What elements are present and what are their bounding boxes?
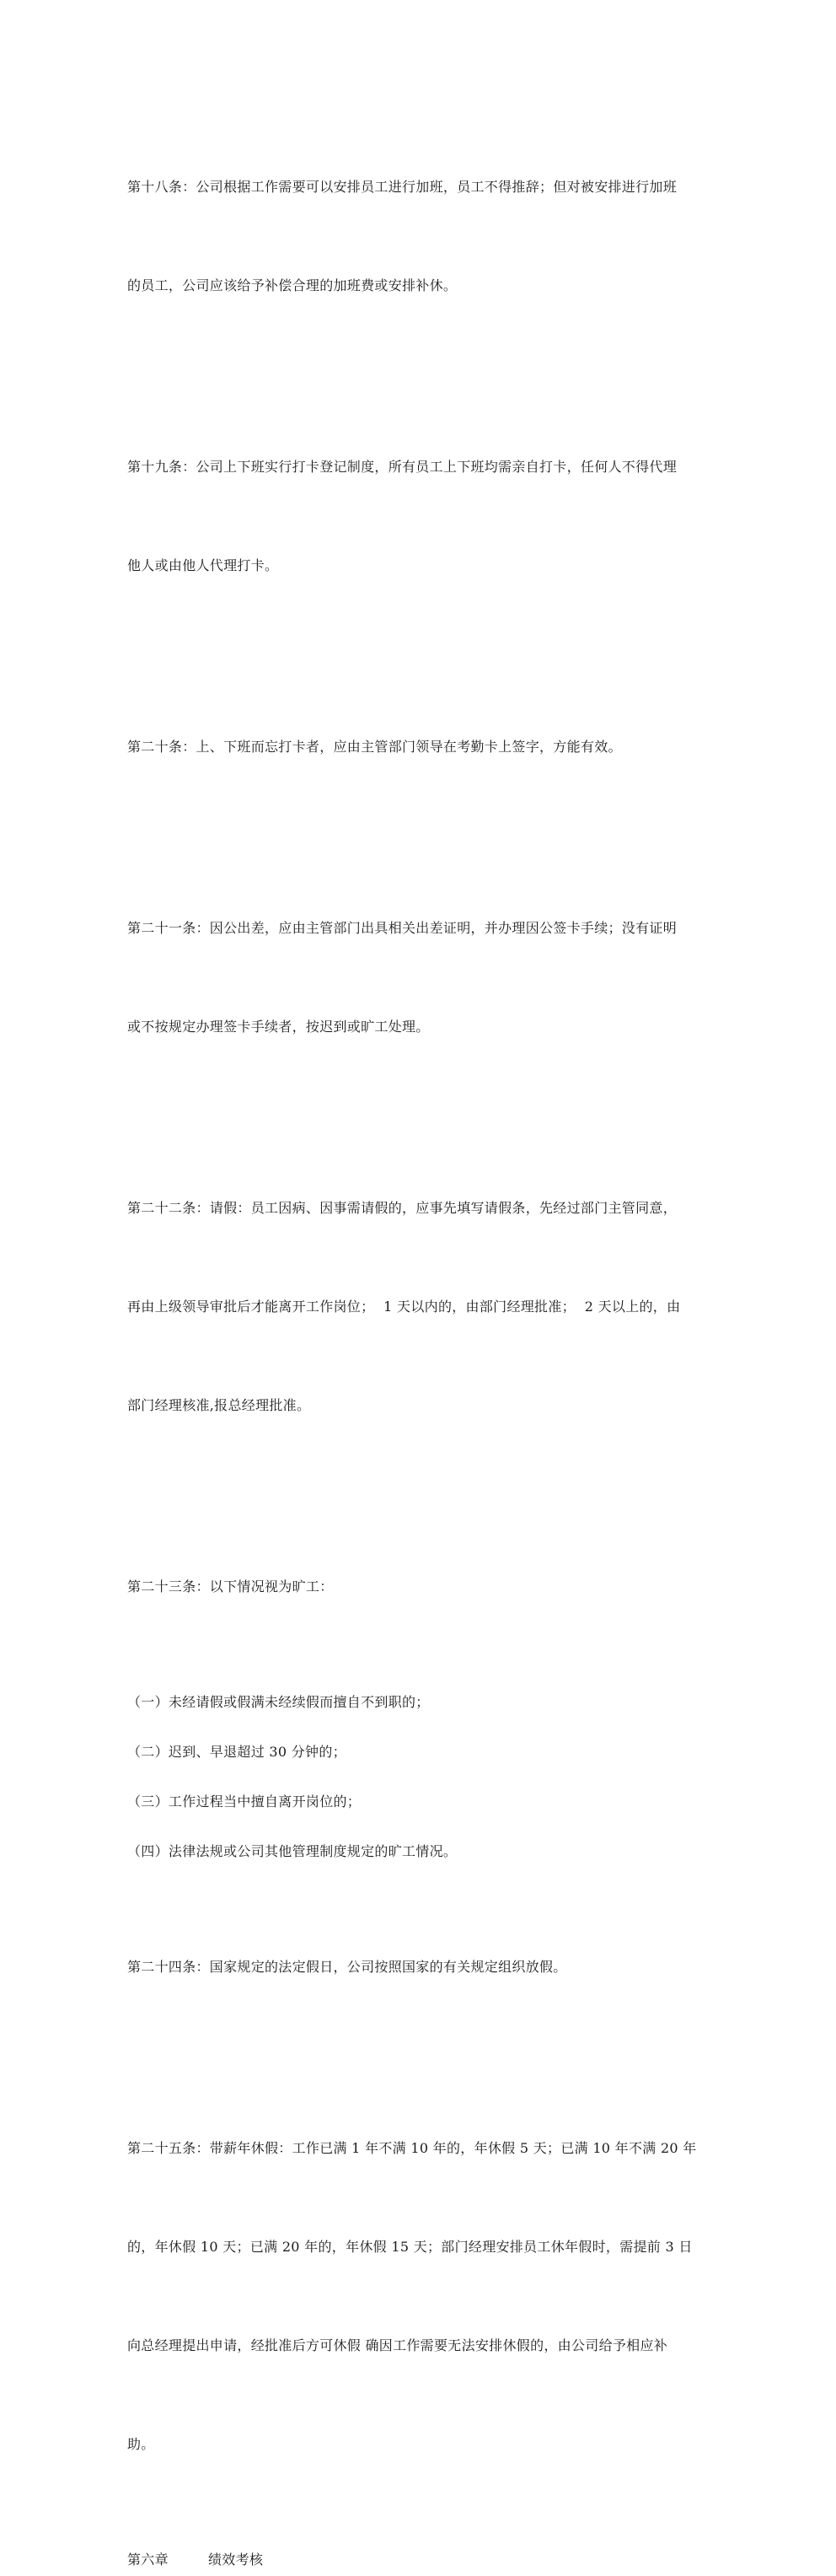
article-line: 他人或由他人代理打卡。 [127,557,279,573]
list-item: （四）法律法规或公司其他管理制度规定的旷工情况。 [127,1843,458,1859]
article-line: 助。 [127,2436,155,2452]
article-line: 向总经理提出申请，经批准后方可休假 确因工作需要无法安排休假的，由公司给予相应补 [127,2337,668,2353]
article-20 [127,664,717,829]
article-21 [127,846,717,1109]
article-line: 第二十一条：因公出差，应由主管部门出具相关出差证明，并办理因公签卡手续；没有证明 [127,920,678,936]
article-line: 再由上级领导审批后才能离开工作岗位； 1 天以内的，由部门经理批准； 2 天以上的，由 [127,1299,681,1315]
article-22 [127,1126,717,1487]
article-line: 的，年休假 10 天；已满 20 年的，年休假 15 天；部门经理安排员工休年假时，需提前 3 日 [127,2239,693,2255]
article-line: 第十九条：公司上下班实行打卡登记制度，所有员工上下班均需亲自打卡，任何人不得代理 [127,459,678,475]
article-line: 第二十三条：以下情况视为旷工： [127,1578,334,1595]
article-25 [127,2066,717,2526]
list-item: （三）工作过程当中擅自离开岗位的； [127,1794,362,1810]
article-19 [127,385,717,648]
article-line: 第二十四条：国家规定的法定假日，公司按照国家的有关规定组织放假。 [127,1959,567,1975]
article-line: 第十八条：公司根据工作需要可以安排员工进行加班，员工不得推辞；但对被安排进行加班 [127,179,678,195]
document-page [127,105,717,2576]
list-item: （二）迟到、早退超过 30 分钟的； [127,1744,346,1760]
article-line: 第二十条：上、下班而忘打卡者，应由主管部门领导在考勤卡上签字，方能有效。 [127,739,622,755]
article-line: 或不按规定办理签卡手续者，按迟到或旷工处理。 [127,1019,430,1035]
article-18 [127,105,717,368]
article-line: 第二十二条：请假：员工因病、因事需请假的，应事先填写请假条，先经过部门主管同意， [127,1200,678,1216]
chapter-title: 绩效考核 [208,2552,264,2568]
article-23 [127,1504,717,1669]
chapter-number: 第六章 [127,2552,169,2568]
article-line: 的员工，公司应该给予补偿合理的加班费或安排补休。 [127,277,458,293]
article-line: 第二十五条：带薪年休假：工作已满 1 年不满 10 年的，年休假 5 天；已满 10 年不满 20 年 [127,2140,697,2156]
article-line: 部门经理核准,报总经理批准。 [127,1397,311,1413]
chapter-heading [127,2543,717,2576]
list-item: （一）未经请假或假满未经续假而擅自不到职的； [127,1694,430,1710]
article-24 [127,1885,717,2049]
